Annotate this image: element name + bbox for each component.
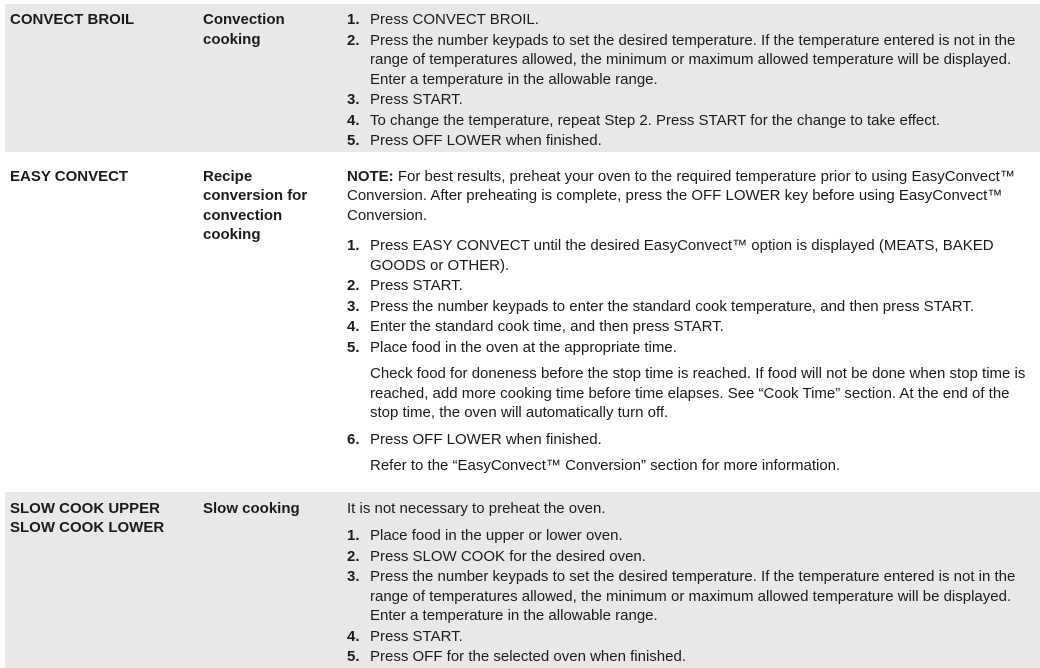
purpose-text: Convection cooking — [203, 11, 285, 48]
step-line — [347, 338, 1034, 358]
step-text: Place food in the oven at the appropriate time. — [370, 338, 677, 356]
step-line — [347, 627, 1034, 647]
step-item — [347, 131, 1034, 151]
instructions-cell — [343, 152, 1040, 492]
step-line — [347, 276, 1034, 296]
step-number: 5. — [347, 132, 360, 149]
step-text: Place food in the upper or lower oven. — [370, 527, 623, 544]
intro-paragraph: It is not necessary to preheat the oven. — [347, 499, 606, 517]
step-subparagraph: Check food for doneness before the stop time is reached. If food will not be done when stop time is reached, add more cooking time before time elapses. See “Cook Time” section. At the end of the stop time, the oven will automatically turn off. — [370, 365, 1026, 421]
feature-name: EASY CONVECT — [10, 167, 129, 185]
step-text: Press START. — [370, 627, 463, 645]
step-number: 4. — [347, 318, 360, 335]
step-number: 4. — [347, 111, 360, 129]
step-number: 2. — [347, 547, 360, 565]
step-number: 2. — [347, 31, 360, 49]
step-line — [347, 10, 1034, 30]
purpose-cell — [203, 492, 343, 668]
step-number: 5. — [347, 338, 360, 356]
feature-cell — [5, 492, 203, 668]
step-line — [347, 317, 1034, 337]
step-text: To change the temperature, repeat Step 2. Press START for the change to take effect. — [370, 111, 941, 129]
step-text: Press OFF for the selected oven when finished. — [370, 648, 686, 665]
step-item — [347, 526, 1034, 546]
step-item — [347, 317, 1034, 337]
instructions-cell — [343, 4, 1040, 152]
step-text: Press CONVECT BROIL. — [370, 11, 539, 28]
step-line — [347, 547, 1034, 567]
step-text: Press START. — [370, 277, 463, 294]
step-line — [347, 567, 1034, 626]
step-item — [347, 236, 1034, 275]
step-line — [347, 236, 1034, 275]
table-row-easy-convect — [5, 152, 1040, 492]
note-label: NOTE: — [347, 167, 394, 185]
step-item — [347, 111, 1034, 131]
step-text: Press START. — [370, 91, 463, 108]
step-number: 3. — [347, 91, 360, 108]
step-line — [347, 111, 1034, 131]
step-number: 2. — [347, 277, 360, 294]
instructions-cell — [343, 492, 1040, 668]
step-text: Press OFF LOWER when finished. — [370, 430, 602, 448]
step-text: Enter the standard cook time, and then press START. — [370, 318, 724, 335]
note-text: For best results, preheat your oven to the required temperature prior to using EasyConvect™ Conversion. After preheating is complete, press the OFF LOWER key before using EasyConvect™ Conversion. — [347, 167, 1015, 224]
step-item — [347, 430, 1034, 476]
step-text: Press OFF LOWER when finished. — [370, 132, 602, 149]
table-row-slow-cook — [5, 492, 1040, 668]
step-text: Press SLOW COOK for the desired oven. — [370, 547, 646, 565]
feature-name: SLOW COOK UPPER — [10, 499, 161, 517]
note-paragraph — [347, 167, 1034, 226]
step-number: 3. — [347, 297, 360, 315]
step-line — [347, 430, 1034, 450]
step-number: 1. — [347, 11, 360, 28]
step-item — [347, 10, 1034, 30]
purpose-cell — [203, 4, 343, 152]
step-line — [347, 131, 1034, 151]
purpose-text: Recipe conversion for convection cooking — [203, 167, 308, 243]
step-item — [347, 90, 1034, 110]
feature-name-line2: SLOW COOK LOWER — [10, 519, 165, 536]
step-item — [347, 547, 1034, 567]
step-number: 5. — [347, 648, 360, 665]
step-text: Press the number keypads to set the desired temperature. If the temperature entered is not in the range of temperatures allowed, the minimum or maximum allowed temperature will be displayed. Enter a temperature in the allowable range. — [370, 568, 1016, 624]
step-item — [347, 567, 1034, 626]
step-item — [347, 338, 1034, 423]
step-text: Press EASY CONVECT until the desired EasyConvect™ option is displayed (MEATS, BAKED GOODS or OTHER). — [370, 237, 994, 274]
step-line — [347, 297, 1034, 317]
step-number: 1. — [347, 237, 360, 254]
step-number: 4. — [347, 627, 360, 645]
step-item — [347, 276, 1034, 296]
step-text: Press the number keypads to set the desired temperature. If the temperature entered is not in the range of temperatures allowed, the minimum or maximum allowed temperature will be displayed. Enter a temperature in the allowable range. — [370, 31, 1016, 88]
step-line — [347, 31, 1034, 90]
step-number: 3. — [347, 568, 360, 585]
step-line — [347, 90, 1034, 110]
purpose-text: Slow cooking — [203, 499, 300, 517]
feature-cell — [5, 152, 203, 492]
table-row-convect-broil — [5, 4, 1040, 152]
step-number: 6. — [347, 430, 360, 448]
feature-name: CONVECT BROIL — [10, 11, 135, 28]
step-item — [347, 31, 1034, 90]
step-line — [347, 526, 1034, 546]
step-item — [347, 297, 1034, 317]
step-number: 1. — [347, 527, 360, 544]
step-subparagraph: Refer to the “EasyConvect™ Conversion” section for more information. — [370, 457, 841, 474]
step-text: Press the number keypads to enter the standard cook temperature, and then press START. — [370, 297, 974, 315]
feature-cell — [5, 4, 203, 152]
step-item — [347, 627, 1034, 647]
purpose-cell — [203, 152, 343, 492]
